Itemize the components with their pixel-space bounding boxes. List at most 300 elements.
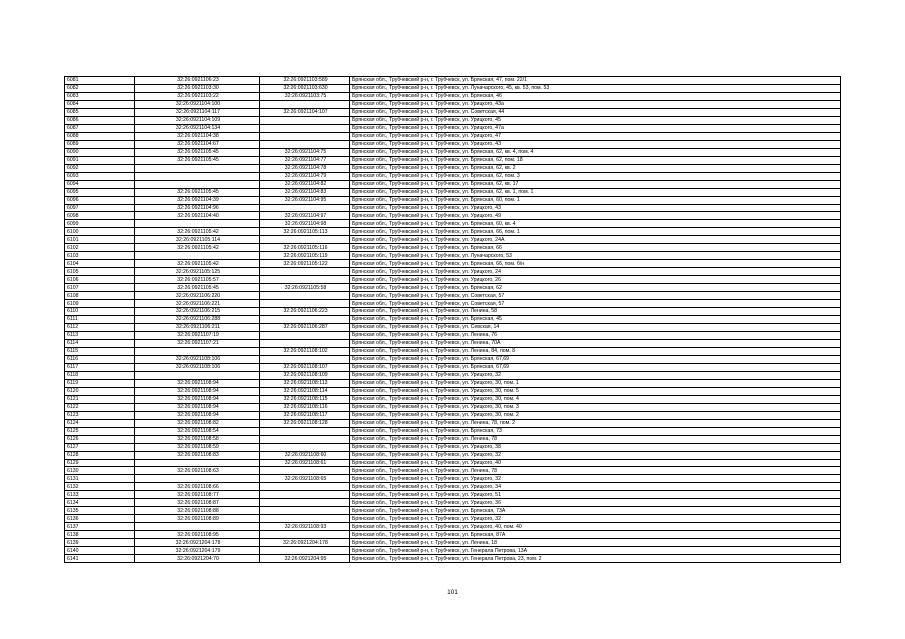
register-table-body [65,77,841,563]
address-cell: Брянская обл., Трубчевский р-н, г. Трубчевск, ул. Урицкого, 49 [350,212,841,220]
cadastral-number-cell: 32:26:0921108:106 [135,355,260,363]
address-cell: Брянская обл., Трубчевский р-н, г. Трубчевск, ул. Брянская, 45 [350,316,841,324]
cadastral-number-cell: 32:26:0921105:42 [135,244,260,252]
related-cadastral-number-cell [260,276,350,284]
address-cell: Брянская обл., Трубчевский р-н, г. Трубчевск, ул. Ленина, 76 [350,332,841,340]
address-cell: Брянская обл., Трубчевский р-н, г. Трубчевск, ул. Луначарского, 45, кв. 53, пом. 53 [350,84,841,92]
related-cadastral-number-cell: 32:26:0921106:223 [260,308,350,316]
cadastral-number-cell: 32:26:0921106:211 [135,324,260,332]
table-row [65,308,841,316]
table-row [65,411,841,419]
row-number-cell: 6101 [65,236,135,244]
related-cadastral-number-cell: 32:26:0921108:115 [260,395,350,403]
address-cell: Брянская обл., Трубчевский р-н, г. Трубчевск, ул. Урицкого, 47 [350,132,841,140]
row-number-cell: 6100 [65,228,135,236]
row-number-cell: 6126 [65,435,135,443]
address-cell: Брянская обл., Трубчевский р-н, г. Трубчевск, ул. Брянская, 67,69 [350,355,841,363]
row-number-cell: 6091 [65,156,135,164]
cadastral-number-cell: 32:26:0921108:83 [135,451,260,459]
related-cadastral-number-cell: 32:26:0921104:82 [260,180,350,188]
related-cadastral-number-cell [260,499,350,507]
cadastral-number-cell: 32:26:0921105:45 [135,284,260,292]
cadastral-number-cell: 32:26:0921108:106 [135,363,260,371]
address-cell: Брянская обл., Трубчевский р-н, г. Трубчевск, ул. Урицкого, 43а [350,100,841,108]
cadastral-number-cell [135,523,260,531]
address-cell: Брянская обл., Трубчевский р-н, г. Трубчевск, ул. Советская, 44 [350,108,841,116]
address-cell: Брянская обл., Трубчевский р-н, г. Трубчевск, ул. Брянская, 62, кв. 2 [350,164,841,172]
address-cell: Брянская обл., Трубчевский р-н, г. Трубчевск, ул. Брянская, 73 [350,427,841,435]
cadastral-number-cell: 32:26:0921105:45 [135,148,260,156]
row-number-cell: 6106 [65,276,135,284]
related-cadastral-number-cell [260,427,350,435]
address-cell: Брянская обл., Трубчевский р-н, г. Трубчевск, ул. Урицкого, 40, пом. 40 [350,523,841,531]
row-number-cell: 6093 [65,172,135,180]
related-cadastral-number-cell: 32:26:0921104:79 [260,172,350,180]
related-cadastral-number-cell: 32:26:0921108:107 [260,363,350,371]
table-row [65,156,841,164]
address-cell: Брянская обл., Трубчевский р-н, г. Трубчевск, ул. Брянская, 62, кв. 4, пом. 4 [350,148,841,156]
row-number-cell: 6108 [65,292,135,300]
table-row [65,379,841,387]
row-number-cell: 6136 [65,515,135,523]
related-cadastral-number-cell: 32:26:0921104:83 [260,188,350,196]
row-number-cell: 6131 [65,475,135,483]
related-cadastral-number-cell: 32:26:0921108:128 [260,419,350,427]
address-cell: Брянская обл., Трубчевский р-н, г. Трубчевск, ул. Брянская, 60, пом. 1 [350,196,841,204]
table-row [65,84,841,92]
row-number-cell: 6089 [65,140,135,148]
table-row [65,355,841,363]
table-row [65,316,841,324]
row-number-cell: 6105 [65,268,135,276]
cadastral-number-cell [135,180,260,188]
cadastral-number-cell: 32:26:0921104:39 [135,196,260,204]
row-number-cell: 6087 [65,124,135,132]
table-row [65,539,841,547]
row-number-cell: 6112 [65,324,135,332]
cadastral-number-cell: 32:26:0921104:67 [135,140,260,148]
table-row [65,92,841,100]
row-number-cell: 6090 [65,148,135,156]
related-cadastral-number-cell: 32:26:0921108:61 [260,459,350,467]
address-cell: Брянская обл., Трубчевский р-н, г. Трубчевск, ул. Советская, 57 [350,300,841,308]
related-cadastral-number-cell: 32:26:0921108:117 [260,411,350,419]
cadastral-number-cell [135,164,260,172]
row-number-cell: 6116 [65,355,135,363]
table-row [65,244,841,252]
table-row [65,180,841,188]
table-row [65,419,841,427]
table-row [65,228,841,236]
table-row [65,212,841,220]
table-row [65,276,841,284]
row-number-cell: 6133 [65,491,135,499]
related-cadastral-number-cell [260,268,350,276]
row-number-cell: 6118 [65,371,135,379]
table-row [65,140,841,148]
address-cell: Брянская обл., Трубчевский р-н, г. Трубчевск, ул. Урицкого, 47а [350,124,841,132]
table-row [65,475,841,483]
table-row [65,108,841,116]
cadastral-number-cell [135,220,260,228]
row-number-cell: 6115 [65,347,135,355]
related-cadastral-number-cell: 32:26:0921105:58 [260,284,350,292]
row-number-cell: 6140 [65,547,135,555]
table-row [65,467,841,475]
address-cell: Брянская обл., Трубчевский р-н, г. Трубчевск, ул. Урицкого, 32 [350,371,841,379]
related-cadastral-number-cell: 32:26:0921105:122 [260,260,350,268]
related-cadastral-number-cell: 32:26:0921104:77 [260,156,350,164]
related-cadastral-number-cell [260,236,350,244]
cadastral-number-cell: 32:26:0921105:57 [135,276,260,284]
table-row [65,523,841,531]
row-number-cell: 6110 [65,308,135,316]
related-cadastral-number-cell: 32:26:0921104:107 [260,108,350,116]
cadastral-number-cell: 32:26:0921104:117 [135,108,260,116]
related-cadastral-number-cell [260,332,350,340]
table-row [65,499,841,507]
cadastral-number-cell: 32:26:0921108:89 [135,515,260,523]
table-row [65,555,841,563]
cadastral-number-cell: 32:26:0921106:220 [135,292,260,300]
related-cadastral-number-cell [260,292,350,300]
address-cell: Брянская обл., Трубчевский р-н, г. Трубчевск, ул. Урицкого, 24 [350,268,841,276]
cadastral-number-cell: 32:26:0921104:38 [135,132,260,140]
related-cadastral-number-cell: 32:26:0921108:65 [260,475,350,483]
address-cell: Брянская обл., Трубчевский р-н, г. Трубчевск, ул. Советская, 57 [350,292,841,300]
related-cadastral-number-cell [260,132,350,140]
cadastral-number-cell: 32:26:0921105:42 [135,228,260,236]
table-row [65,443,841,451]
related-cadastral-number-cell [260,124,350,132]
cadastral-number-cell: 32:26:0921106:221 [135,300,260,308]
address-cell: Брянская обл., Трубчевский р-н, г. Трубчевск, ул. Брянская, 66 [350,244,841,252]
address-cell: Брянская обл., Трубчевский р-н, г. Трубчевск, ул. Брянская, 62, кв. 1, пом. 1 [350,188,841,196]
cadastral-number-cell [135,252,260,260]
address-cell: Брянская обл., Трубчевский р-н, г. Трубчевск, ул. Брянская, 73А [350,507,841,515]
address-cell: Брянская обл., Трубчевский р-н, г. Трубчевск, ул. Урицкого, 30, пом. 2 [350,411,841,419]
table-row [65,403,841,411]
cadastral-number-cell: 32:26:0921105:45 [135,156,260,164]
cadastral-number-cell [135,475,260,483]
related-cadastral-number-cell: 32:26:0921104:75 [260,148,350,156]
related-cadastral-number-cell [260,140,350,148]
row-number-cell: 6135 [65,507,135,515]
related-cadastral-number-cell: 32:26:0921204:178 [260,539,350,547]
address-cell: Брянская обл., Трубчевский р-н, г. Трубчевск, ул. Брянская, 66, пом. 1 [350,228,841,236]
table-row [65,300,841,308]
row-number-cell: 6139 [65,539,135,547]
address-cell: Брянская обл., Трубчевский р-н, г. Трубчевск, ул. Урицкого, 30, пом. 5 [350,387,841,395]
row-number-cell: 6088 [65,132,135,140]
related-cadastral-number-cell [260,515,350,523]
related-cadastral-number-cell: 32:26:0921104:98 [260,220,350,228]
address-cell: Брянская обл., Трубчевский р-н, г. Трубчевск, ул. Урицкого, 45 [350,116,841,124]
related-cadastral-number-cell: 32:26:0921105:119 [260,252,350,260]
address-cell: Брянская обл., Трубчевский р-н, г. Трубчевск, ул. Брянская, 67,69 [350,363,841,371]
row-number-cell: 6098 [65,212,135,220]
row-number-cell: 6084 [65,100,135,108]
row-number-cell: 6109 [65,300,135,308]
table-row [65,324,841,332]
address-cell: Брянская обл., Трубчевский р-н, г. Трубчевск, ул. Ленина, 84, пом. 8 [350,347,841,355]
table-row [65,363,841,371]
address-cell: Брянская обл., Трубчевский р-н, г. Трубчевск, ул. Урицкого, 34 [350,483,841,491]
table-row [65,236,841,244]
table-row [65,164,841,172]
related-cadastral-number-cell [260,355,350,363]
row-number-cell: 6125 [65,427,135,435]
row-number-cell: 6124 [65,419,135,427]
table-row [65,395,841,403]
table-row [65,427,841,435]
table-row [65,268,841,276]
cadastral-number-cell: 32:26:0921108:66 [135,483,260,491]
table-row [65,77,841,85]
table-row [65,491,841,499]
related-cadastral-number-cell [260,300,350,308]
table-row [65,371,841,379]
address-cell: Брянская обл., Трубчевский р-н, г. Трубчевск, ул. Генерала Петрова, 23, пом. 2 [350,555,841,563]
related-cadastral-number-cell: 32:26:0921104:95 [260,196,350,204]
related-cadastral-number-cell [260,531,350,539]
address-cell: Брянская обл., Трубчевский р-н, г. Трубчевск, ул. Урицкого, 38 [350,443,841,451]
related-cadastral-number-cell [260,483,350,491]
related-cadastral-number-cell: 32:26:0921108:113 [260,379,350,387]
cadastral-number-cell: 32:26:0921104:40 [135,212,260,220]
address-cell: Брянская обл., Трубчевский р-н, г. Трубчевск, ул. Генерала Петрова, 13А [350,547,841,555]
cadastral-number-cell: 32:26:0921107:21 [135,339,260,347]
row-number-cell: 6102 [65,244,135,252]
cadastral-number-cell: 32:26:0921204:70 [135,555,260,563]
row-number-cell: 6085 [65,108,135,116]
row-number-cell: 6099 [65,220,135,228]
cadastral-number-cell: 32:26:0921108:63 [135,467,260,475]
related-cadastral-number-cell [260,491,350,499]
table-row [65,196,841,204]
row-number-cell: 6122 [65,403,135,411]
table-row [65,260,841,268]
row-number-cell: 6137 [65,523,135,531]
cadastral-number-cell: 32:26:0921103:22 [135,92,260,100]
cadastral-number-cell: 32:26:0921108:94 [135,387,260,395]
row-number-cell: 6082 [65,84,135,92]
related-cadastral-number-cell [260,467,350,475]
table-row [65,148,841,156]
table-row [65,188,841,196]
table-row [65,252,841,260]
cadastral-number-cell: 32:26:0921108:59 [135,443,260,451]
address-cell: Брянская обл., Трубчевский р-н, г. Трубчевск, ул. Урицкого, 36 [350,499,841,507]
row-number-cell: 6117 [65,363,135,371]
related-cadastral-number-cell: 32:26:0921103:75 [260,92,350,100]
cadastral-number-cell: 32:26:0921104:134 [135,124,260,132]
related-cadastral-number-cell: 32:26:0921103:630 [260,84,350,92]
row-number-cell: 6113 [65,332,135,340]
related-cadastral-number-cell: 32:26:0921105:116 [260,244,350,252]
address-cell: Брянская обл., Трубчевский р-н, г. Трубчевск, ул. Севская, 14 [350,324,841,332]
address-cell: Брянская обл., Трубчевский р-н, г. Трубчевск, ул. Брянская, 62, пом. 3 [350,172,841,180]
table-row [65,531,841,539]
related-cadastral-number-cell: 32:26:0921104:78 [260,164,350,172]
address-cell: Брянская обл., Трубчевский р-н, г. Трубчевск, ул. Урицкого, 40 [350,459,841,467]
page-number: 101 [447,589,458,596]
table-row [65,547,841,555]
table-row [65,339,841,347]
row-number-cell: 6127 [65,443,135,451]
related-cadastral-number-cell [260,204,350,212]
cadastral-number-cell: 32:26:0921108:94 [135,379,260,387]
row-number-cell: 6094 [65,180,135,188]
table-row [65,132,841,140]
row-number-cell: 6130 [65,467,135,475]
cadastral-number-cell: 32:26:0921103:30 [135,84,260,92]
row-number-cell: 6128 [65,451,135,459]
address-cell: Брянская обл., Трубчевский р-н, г. Трубчевск, ул. Брянская, 62 [350,284,841,292]
table-row [65,332,841,340]
cadastral-number-cell: 32:26:0921108:94 [135,395,260,403]
related-cadastral-number-cell: 32:26:0921104:97 [260,212,350,220]
cadastral-number-cell: 32:26:0921108:77 [135,491,260,499]
row-number-cell: 6107 [65,284,135,292]
address-cell: Брянская обл., Трубчевский р-н, г. Трубчевск, ул. Урицкого, 51 [350,491,841,499]
cadastral-number-cell: 32:26:0921108:58 [135,435,260,443]
row-number-cell: 6083 [65,92,135,100]
related-cadastral-number-cell: 32:26:0921108:114 [260,387,350,395]
table-row [65,204,841,212]
address-cell: Брянская обл., Трубчевский р-н, г. Трубчевск, ул. Урицкого, 43 [350,204,841,212]
table-row [65,515,841,523]
related-cadastral-number-cell [260,443,350,451]
table-row [65,172,841,180]
table-row [65,459,841,467]
cadastral-number-cell: 32:26:0921104:100 [135,100,260,108]
cadastral-number-cell [135,371,260,379]
address-cell: Брянская обл., Трубчевский р-н, г. Трубчевск, ул. Ленина, 18 [350,539,841,547]
related-cadastral-number-cell: 32:26:0921103:589 [260,77,350,85]
table-row [65,100,841,108]
address-cell: Брянская обл., Трубчевский р-н, г. Трубчевск, ул. Брянская, 60, кв. 4 [350,220,841,228]
row-number-cell: 6123 [65,411,135,419]
address-cell: Брянская обл., Трубчевский р-н, г. Трубчевск, ул. Ленина, 78 [350,435,841,443]
related-cadastral-number-cell: 32:26:0921108:109 [260,371,350,379]
cadastral-number-cell: 32:26:0921108:95 [135,531,260,539]
row-number-cell: 6141 [65,555,135,563]
cadastral-number-cell: 32:26:0921105:42 [135,260,260,268]
table-row [65,124,841,132]
cadastral-number-cell: 32:26:0921108:94 [135,403,260,411]
row-number-cell: 6132 [65,483,135,491]
related-cadastral-number-cell [260,100,350,108]
related-cadastral-number-cell: 32:26:0921108:93 [260,523,350,531]
row-number-cell: 6104 [65,260,135,268]
row-number-cell: 6119 [65,379,135,387]
cadastral-number-cell: 32:26:0921104:96 [135,204,260,212]
cadastral-number-cell: 32:26:0921106:23 [135,77,260,85]
row-number-cell: 6096 [65,196,135,204]
address-cell: Брянская обл., Трубчевский р-н, г. Трубчевск, ул. Брянская, 46 [350,92,841,100]
cadastral-number-cell: 32:26:0921108:82 [135,419,260,427]
table-row [65,292,841,300]
table-row [65,284,841,292]
cadastral-number-cell: 32:26:0921105:114 [135,236,260,244]
address-cell: Брянская обл., Трубчевский р-н, г. Трубчевск, ул. Урицкого, 43 [350,140,841,148]
address-cell: Брянская обл., Трубчевский р-н, г. Трубчевск, ул. Урицкого, 30, пом. 4 [350,395,841,403]
related-cadastral-number-cell [260,507,350,515]
table-row [65,435,841,443]
address-cell: Брянская обл., Трубчевский р-н, г. Трубчевск, ул. Брянская, 62, кв. 17 [350,180,841,188]
related-cadastral-number-cell: 32:26:0921108:60 [260,451,350,459]
cadastral-number-cell: 32:26:0921105:125 [135,268,260,276]
cadastral-number-cell: 32:26:0921106:288 [135,316,260,324]
cadastral-number-cell: 32:26:0921108:87 [135,499,260,507]
row-number-cell: 6095 [65,188,135,196]
address-cell: Брянская обл., Трубчевский р-н, г. Трубчевск, ул. Урицкого, 32 [350,515,841,523]
register-table [64,76,841,563]
related-cadastral-number-cell: 32:26:0921108:116 [260,403,350,411]
cadastral-number-cell: 32:26:0921108:88 [135,507,260,515]
related-cadastral-number-cell [260,316,350,324]
cadastral-number-cell: 32:26:0921108:94 [135,411,260,419]
table-row [65,451,841,459]
address-cell: Брянская обл., Трубчевский р-н, г. Трубчевск, ул. Урицкого, 26 [350,276,841,284]
row-number-cell: 6114 [65,339,135,347]
address-cell: Брянская обл., Трубчевский р-н, г. Трубчевск, ул. Брянская, 62, пом. 18 [350,156,841,164]
address-cell: Брянская обл., Трубчевский р-н, г. Трубчевск, ул. Луначарского, 53 [350,252,841,260]
related-cadastral-number-cell [260,435,350,443]
cadastral-number-cell: 32:26:0921106:215 [135,308,260,316]
address-cell: Брянская обл., Трубчевский р-н, г. Трубчевск, ул. Ленина, 78 [350,467,841,475]
related-cadastral-number-cell: 32:26:0921204:95 [260,555,350,563]
address-cell: Брянская обл., Трубчевский р-н, г. Трубчевск, ул. Ленина, 70А [350,339,841,347]
cadastral-number-cell: 32:26:0921108:54 [135,427,260,435]
row-number-cell: 6120 [65,387,135,395]
address-cell: Брянская обл., Трубчевский р-н, г. Трубчевск, ул. Урицкого, 24А [350,236,841,244]
address-cell: Брянская обл., Трубчевский р-н, г. Трубчевск, ул. Брянская, 47, пом. 22/1 [350,77,841,85]
row-number-cell: 6138 [65,531,135,539]
cadastral-number-cell: 32:26:0921204:178 [135,539,260,547]
row-number-cell: 6103 [65,252,135,260]
cadastral-number-cell: 32:26:0921107:19 [135,332,260,340]
cadastral-number-cell: 32:26:0921204:179 [135,547,260,555]
table-row [65,347,841,355]
address-cell: Брянская обл., Трубчевский р-н, г. Трубчевск, ул. Брянская, 87А [350,531,841,539]
row-number-cell: 6092 [65,164,135,172]
address-cell: Брянская обл., Трубчевский р-н, г. Трубчевск, ул. Ленина, 78, пом. 2 [350,419,841,427]
address-cell: Брянская обл., Трубчевский р-н, г. Трубчевск, ул. Урицкого, 32 [350,451,841,459]
address-cell: Брянская обл., Трубчевский р-н, г. Трубчевск, ул. Брянская, 66, пом. б/н [350,260,841,268]
cadastral-number-cell [135,172,260,180]
table-row [65,387,841,395]
related-cadastral-number-cell: 32:26:0921105:113 [260,228,350,236]
address-cell: Брянская обл., Трубчевский р-н, г. Трубчевск, ул. Ленина, 58 [350,308,841,316]
cadastral-number-cell [135,347,260,355]
cadastral-number-cell [135,459,260,467]
row-number-cell: 6129 [65,459,135,467]
address-cell: Брянская обл., Трубчевский р-н, г. Трубчевск, ул. Урицкого, 32 [350,475,841,483]
address-cell: Брянская обл., Трубчевский р-н, г. Трубчевск, ул. Урицкого, 30, пом. 1 [350,379,841,387]
related-cadastral-number-cell: 32:26:0921108:102 [260,347,350,355]
cadastral-number-cell: 32:26:0921104:109 [135,116,260,124]
row-number-cell: 6121 [65,395,135,403]
table-row [65,116,841,124]
related-cadastral-number-cell [260,547,350,555]
row-number-cell: 6134 [65,499,135,507]
address-cell: Брянская обл., Трубчевский р-н, г. Трубчевск, ул. Урицкого, 30, пом. 3 [350,403,841,411]
row-number-cell: 6086 [65,116,135,124]
row-number-cell: 6097 [65,204,135,212]
related-cadastral-number-cell [260,339,350,347]
